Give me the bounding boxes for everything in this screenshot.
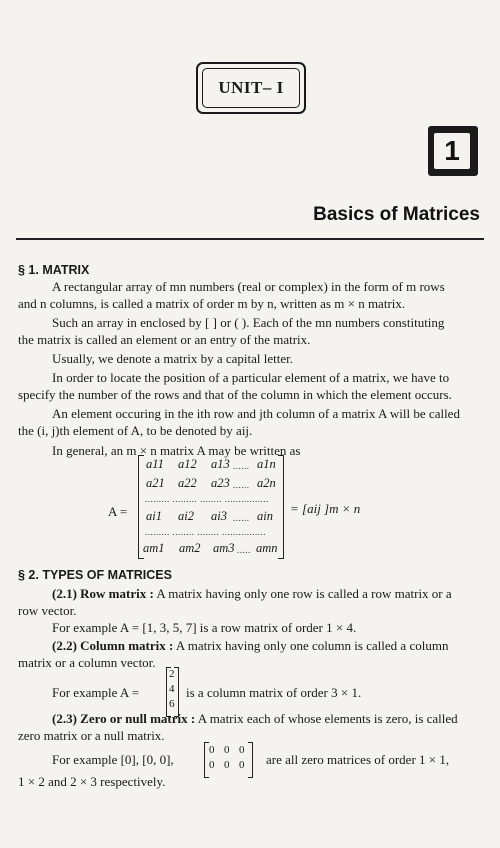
column-value-3: 6 — [169, 698, 175, 710]
column-matrix-title: (2.2) Column matrix : — [52, 638, 174, 653]
s1-p4-line1: In order to locate the position of a particular element of a matrix, we have to — [52, 370, 450, 385]
zero-example-pre: For example [0], [0, 0], — [52, 752, 174, 767]
zero-r1c2: 0 — [224, 744, 230, 756]
zero-matrix-line2: zero matrix or a null matrix. — [18, 728, 165, 743]
matrix-dots-ri: ...... — [233, 513, 250, 523]
matrix-dots-r2: ...... — [233, 480, 250, 490]
matrix-a22: a22 — [178, 476, 197, 490]
matrix-rhs: = [aij ]m × n — [290, 501, 361, 516]
zero-r2c2: 0 — [224, 759, 230, 771]
zero-r2c3: 0 — [239, 759, 245, 771]
matrix-am1: am1 — [143, 541, 165, 555]
chapter-number: 1 — [434, 133, 470, 169]
matrix-dots-row-b: ......... ........ ........ ................ — [145, 527, 266, 537]
column-matrix-line1 — [52, 637, 448, 654]
section2-heading: § 2. TYPES OF MATRICES — [18, 568, 172, 582]
matrix-a12: a12 — [178, 457, 197, 471]
column-value-1: 2 — [169, 668, 175, 680]
unit-label: UNIT– I — [202, 68, 300, 108]
s1-p1-line2: and n columns, is called a matrix of order m by n, written as m × n matrix. — [18, 296, 406, 311]
matrix-dots-r1: ...... — [233, 461, 250, 471]
matrix-a2n: a2n — [257, 476, 276, 490]
zero-matrix-title: (2.3) Zero or null matrix : — [52, 711, 196, 726]
chapter-title: Basics of Matrices — [313, 204, 480, 225]
zero-matrix-line1 — [52, 710, 458, 727]
s1-p4-line2: specify the number of the rows and that of the column in which the element occurs. — [18, 387, 452, 402]
section1-heading: § 1. MATRIX — [18, 263, 90, 277]
zero-matrix-text: A matrix each of whose elements is zero, is called — [195, 711, 458, 726]
zero-example-end: 1 × 2 and 2 × 3 respectively. — [18, 774, 166, 789]
matrix-a13: a13 — [211, 457, 230, 471]
column-matrix-text: A matrix having only one column is called a column — [173, 638, 449, 653]
matrix-am3: am3 — [213, 541, 235, 555]
row-matrix-line1 — [52, 585, 452, 602]
row-matrix-line2: row vector. — [18, 603, 77, 618]
column-matrix-line2: matrix or a column vector. — [18, 655, 156, 670]
zero-matrix-right-bracket — [248, 742, 253, 778]
matrix-ai1: ai1 — [146, 509, 162, 523]
row-matrix-title: (2.1) Row matrix : — [52, 586, 154, 601]
unit-label-box — [196, 62, 306, 114]
matrix-dots-rm: ..... — [237, 545, 251, 555]
s1-p5-line2: the (i, j)th element of A, to be denoted by aij. — [18, 423, 253, 438]
s1-p3: Usually, we denote a matrix by a capital letter. — [52, 351, 294, 366]
matrix-a21: a21 — [146, 476, 165, 490]
matrix-a23: a23 — [211, 476, 230, 490]
matrix-ai3: ai3 — [211, 509, 227, 523]
zero-r2c1: 0 — [209, 759, 215, 771]
matrix-lhs: A = — [108, 504, 128, 519]
column-example-pre: For example A = — [52, 685, 140, 700]
zero-r1c3: 0 — [239, 744, 245, 756]
matrix-dots-row-a: ......... ......... ........ ................ — [145, 494, 269, 504]
chapter-number-badge — [428, 126, 478, 176]
matrix-right-bracket — [278, 455, 284, 559]
matrix-ain: ain — [257, 509, 273, 523]
row-matrix-text: A matrix having only one row is called a row matrix or a — [153, 586, 452, 601]
s1-p1-line1: A rectangular array of mn numbers (real or complex) in the form of m rows — [52, 279, 445, 294]
zero-example-post: are all zero matrices of order 1 × 1, — [266, 752, 450, 767]
s1-p2-line2: the matrix is called an element or an entry of the matrix. — [18, 332, 311, 347]
column-value-2: 4 — [169, 683, 175, 695]
zero-r1c1: 0 — [209, 744, 215, 756]
row-matrix-example: For example A = [1, 3, 5, 7] is a row matrix of order 1 × 4. — [52, 620, 357, 635]
matrix-a1n: a1n — [257, 457, 276, 471]
s1-p6: In general, an m × n matrix A may be written as — [52, 443, 301, 458]
matrix-amn: amn — [256, 541, 278, 555]
s1-p2-line1: Such an array in enclosed by [ ] or ( ). Each of the mn numbers constituting — [52, 315, 445, 330]
matrix-ai2: ai2 — [178, 509, 194, 523]
matrix-am2: am2 — [179, 541, 201, 555]
title-divider — [16, 238, 484, 240]
s1-p5-line1: An element occuring in the ith row and jth column of a matrix A will be called — [52, 406, 460, 421]
column-example-post: is a column matrix of order 3 × 1. — [186, 685, 362, 700]
matrix-a11: a11 — [146, 457, 164, 471]
